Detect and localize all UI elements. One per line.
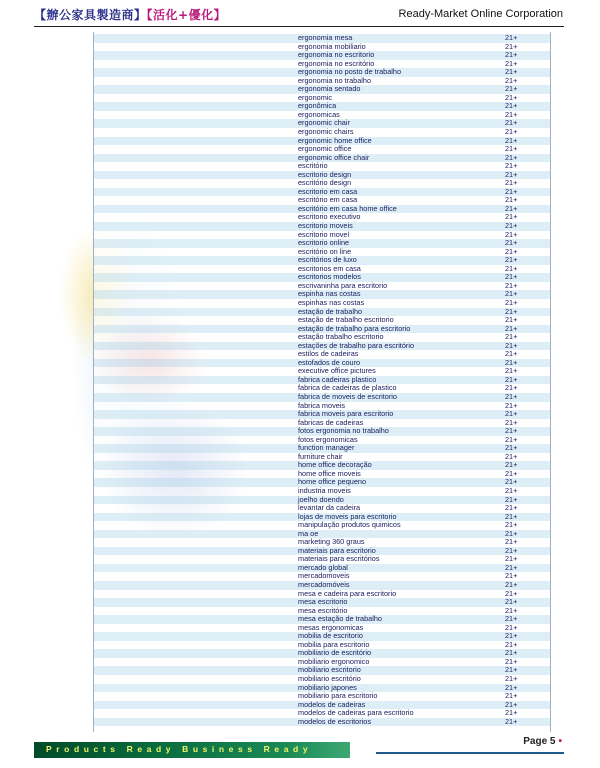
keyword-cell: fabrica moveis para escritorio	[298, 409, 394, 419]
count-cell: 21+	[505, 58, 518, 68]
count-cell: 21+	[505, 571, 518, 581]
keyword-cell: escritorios em casa	[298, 263, 361, 273]
count-cell: 21+	[505, 391, 518, 401]
count-cell: 21+	[505, 178, 518, 188]
count-cell: 21+	[505, 554, 518, 564]
count-cell: 21+	[505, 195, 518, 205]
header-title-accent: 【活化+優化】	[146, 8, 227, 22]
header-divider	[34, 26, 564, 27]
count-cell: 21+	[505, 366, 518, 376]
count-cell: 21+	[505, 708, 518, 718]
count-cell: 21+	[505, 297, 518, 307]
count-cell: 21+	[505, 323, 518, 333]
keyword-cell: joelho doendo	[298, 494, 344, 504]
keyword-cell: escritorio online	[298, 238, 350, 248]
keyword-cell: ma oe	[298, 528, 319, 538]
keyword-cell: ergonomic	[298, 92, 333, 102]
keyword-cell: mesas ergonomicas	[298, 622, 364, 632]
keyword-cell: estação trabalho escritorio	[298, 332, 384, 342]
keyword-cell: estofados de couro	[298, 357, 361, 367]
count-cell: 21+	[505, 648, 518, 658]
count-cell: 21+	[505, 580, 518, 589]
count-cell: 21+	[505, 135, 518, 145]
header-title-brand: 【辦公家具製造商】	[34, 8, 147, 22]
page-number	[523, 736, 562, 747]
keyword-cell: levantar da cadeira	[298, 503, 361, 513]
keyword-cell: ergonomicas	[298, 109, 340, 119]
keyword-cell: espinhas nas costas	[298, 297, 365, 307]
keyword-cell: home office moveis	[298, 468, 361, 478]
keyword-cell: modelos de cadeiras para escritorio	[298, 708, 414, 718]
count-cell: 21+	[505, 101, 518, 111]
count-cell: 21+	[505, 374, 518, 384]
footer-banner	[34, 742, 350, 758]
count-cell: 21+	[505, 306, 518, 316]
count-cell: 21+	[505, 622, 518, 632]
count-cell: 21+	[505, 340, 518, 350]
keyword-cell: mesa e cadeira para escritorio	[298, 588, 397, 598]
count-cell: 21+	[505, 485, 518, 495]
keyword-cell: ergonomia no escritorio	[298, 50, 375, 60]
page-bullet-icon: •	[558, 736, 562, 747]
count-cell: 21+	[505, 597, 518, 607]
count-cell: 21+	[505, 203, 518, 213]
keyword-cell: fabrica de cadeiras de plastico	[298, 383, 397, 393]
count-cell: 21+	[505, 503, 518, 513]
count-cell: 21+	[505, 349, 518, 359]
count-cell: 21+	[505, 186, 518, 196]
keyword-cell: fabrica de moveis de escritorio	[298, 391, 397, 401]
keyword-cell: mobiliario para escritorio	[298, 691, 378, 701]
count-cell: 21+	[505, 272, 518, 282]
keyword-cell: estação de trabalho escritorio	[298, 315, 394, 325]
count-cell: 21+	[505, 238, 518, 248]
keyword-cell: ergonomia no trabalho	[298, 75, 372, 85]
count-cell: 21+	[505, 477, 518, 487]
count-cell: 21+	[505, 494, 518, 504]
keyword-cell: mobiliario escritorio	[298, 665, 361, 675]
keyword-cell: escritorio executivo	[298, 212, 361, 222]
keyword-cell: escritório em casa home office	[298, 203, 397, 213]
keyword-cell: espinha nas costas	[298, 289, 361, 299]
keyword-cell: mobiliario escritório	[298, 674, 361, 684]
count-cell: 21+	[505, 118, 518, 128]
keyword-cell: lojas de moveis para escritorio	[298, 511, 397, 521]
keyword-cell: mobilia para escritorio	[298, 639, 370, 649]
page-number-label: Page 5	[523, 736, 556, 747]
count-cell: 21+	[505, 332, 518, 342]
count-cell: 21+	[505, 127, 518, 137]
count-cell: 21+	[505, 716, 518, 726]
keyword-cell: mesa estação de trabalho	[298, 614, 382, 624]
keyword-cell: escritório design	[298, 178, 352, 188]
keyword-cell: escritorio design	[298, 169, 352, 179]
keyword-cell: ergonomic chairs	[298, 127, 354, 137]
count-cell: 21+	[505, 212, 518, 222]
keyword-cell: ergonomia sentado	[298, 84, 361, 94]
keyword-cell: mesa escritório	[298, 605, 348, 615]
keyword-cell: mobiliario ergonomico	[298, 656, 370, 666]
keyword-table	[94, 34, 550, 726]
keyword-cell: home office pequeno	[298, 477, 367, 487]
count-cell: 21+	[505, 674, 518, 684]
count-cell: 21+	[505, 161, 518, 171]
count-cell: 21+	[505, 263, 518, 273]
table-row	[94, 718, 550, 727]
page-header	[0, 0, 600, 26]
count-cell: 21+	[505, 417, 518, 427]
keyword-cell: ergonomic chair	[298, 118, 350, 128]
keyword-cell: ergonomia no posto de trabalho	[298, 67, 402, 77]
count-cell: 21+	[505, 537, 518, 547]
count-cell: 21+	[505, 315, 518, 325]
keyword-cell: estilos de cadeiras	[298, 349, 359, 359]
count-cell: 21+	[505, 357, 518, 367]
keyword-cell: escritório on line	[298, 246, 352, 256]
count-cell: 21+	[505, 451, 518, 461]
count-cell: 21+	[505, 639, 518, 649]
keyword-cell: function manager	[298, 443, 355, 453]
keyword-cell: fabrica cadeiras plastico	[298, 374, 377, 384]
count-cell: 21+	[505, 109, 518, 119]
keyword-cell: mercadomóveis	[298, 580, 350, 589]
keyword-cell: executive office pictures	[298, 366, 376, 376]
keyword-cell: ergonomic office	[298, 144, 352, 154]
keyword-cell: estações de trabalho para escritório	[298, 340, 415, 350]
count-cell: 21+	[505, 41, 518, 51]
count-cell: 21+	[505, 426, 518, 436]
count-cell: 21+	[505, 67, 518, 77]
keyword-cell: fotos ergonomicas	[298, 434, 358, 444]
keyword-cell: escritorio em casa	[298, 186, 358, 196]
count-cell: 21+	[505, 691, 518, 701]
count-cell: 21+	[505, 50, 518, 60]
keyword-cell: furniture chair	[298, 451, 343, 461]
keyword-cell: escritórios de luxo	[298, 255, 357, 265]
count-cell: 21+	[505, 682, 518, 692]
count-cell: 21+	[505, 229, 518, 239]
count-cell: 21+	[505, 383, 518, 393]
count-cell: 21+	[505, 562, 518, 572]
keyword-cell: ergonomia mobiliario	[298, 41, 366, 51]
count-cell: 21+	[505, 75, 518, 85]
keyword-cell: ergonomia mesa	[298, 33, 353, 42]
count-cell: 21+	[505, 246, 518, 256]
keyword-cell: mobiliario de escritório	[298, 648, 371, 658]
count-cell: 21+	[505, 511, 518, 521]
keyword-cell: ergonomic home office	[298, 135, 372, 145]
count-cell: 21+	[505, 280, 518, 290]
keyword-cell: ergonomic office chair	[298, 152, 370, 162]
keyword-cell: mesa escritorio	[298, 597, 348, 607]
count-cell: 21+	[505, 289, 518, 299]
footer-tagline: Products Ready Business Ready	[46, 744, 313, 754]
count-cell: 21+	[505, 409, 518, 419]
count-cell: 21+	[505, 255, 518, 265]
count-cell: 21+	[505, 588, 518, 598]
keyword-cell: estação de trabalho	[298, 306, 363, 316]
count-cell: 21+	[505, 545, 518, 555]
count-cell: 21+	[505, 33, 518, 42]
footer-divider	[376, 752, 564, 754]
keyword-cell: mercado global	[298, 562, 348, 572]
keyword-cell: materiais para escritorio	[298, 545, 376, 555]
count-cell: 21+	[505, 631, 518, 641]
count-cell: 21+	[505, 656, 518, 666]
keyword-cell: escritorio movel	[298, 229, 350, 239]
keyword-cell: home office decoração	[298, 460, 372, 470]
keyword-cell: manipulação produtos quimicos	[298, 520, 401, 530]
header-corporation-name: Ready-Market Online Corporation	[398, 8, 563, 20]
keyword-cell: modelos de cadeiras	[298, 699, 366, 709]
keyword-cell: estação de trabalho para escritorio	[298, 323, 411, 333]
keyword-cell: fabricas de cadeiras	[298, 417, 364, 427]
keyword-cell: escritório	[298, 161, 328, 171]
keyword-cell: marketing 360 graus	[298, 537, 365, 547]
count-cell: 21+	[505, 614, 518, 624]
header-company-tagline	[34, 6, 226, 23]
keyword-cell: ergonomia no escritório	[298, 58, 375, 68]
table-row	[94, 521, 550, 530]
keyword-cell: ergonômica	[298, 101, 337, 111]
count-cell: 21+	[505, 221, 518, 231]
count-cell: 21+	[505, 520, 518, 530]
keyword-cell: industria moveis	[298, 485, 351, 495]
keyword-cell: mobilia de escritorio	[298, 631, 363, 641]
keyword-cell: escritório em casa	[298, 195, 358, 205]
keyword-cell: mercadomoveis	[298, 571, 350, 581]
count-cell: 21+	[505, 605, 518, 615]
keyword-cell: modelos de escritorios	[298, 716, 372, 726]
keyword-cell: fotos ergonomia no trabalho	[298, 426, 389, 436]
count-cell: 21+	[505, 699, 518, 709]
keyword-cell: escrivaninha para escritorio	[298, 280, 388, 290]
count-cell: 21+	[505, 665, 518, 675]
count-cell: 21+	[505, 434, 518, 444]
keyword-cell: escritorio moveis	[298, 221, 353, 231]
count-cell: 21+	[505, 152, 518, 162]
count-cell: 21+	[505, 169, 518, 179]
keyword-cell: materiais para escritórios	[298, 554, 380, 564]
count-cell: 21+	[505, 468, 518, 478]
keyword-cell: escritorios modelos	[298, 272, 361, 282]
count-cell: 21+	[505, 460, 518, 470]
count-cell: 21+	[505, 443, 518, 453]
count-cell: 21+	[505, 400, 518, 410]
keyword-cell: fabrica moveis	[298, 400, 346, 410]
keyword-cell: mobiliario japones	[298, 682, 357, 692]
count-cell: 21+	[505, 84, 518, 94]
count-cell: 21+	[505, 528, 518, 538]
count-cell: 21+	[505, 92, 518, 102]
count-cell: 21+	[505, 144, 518, 154]
